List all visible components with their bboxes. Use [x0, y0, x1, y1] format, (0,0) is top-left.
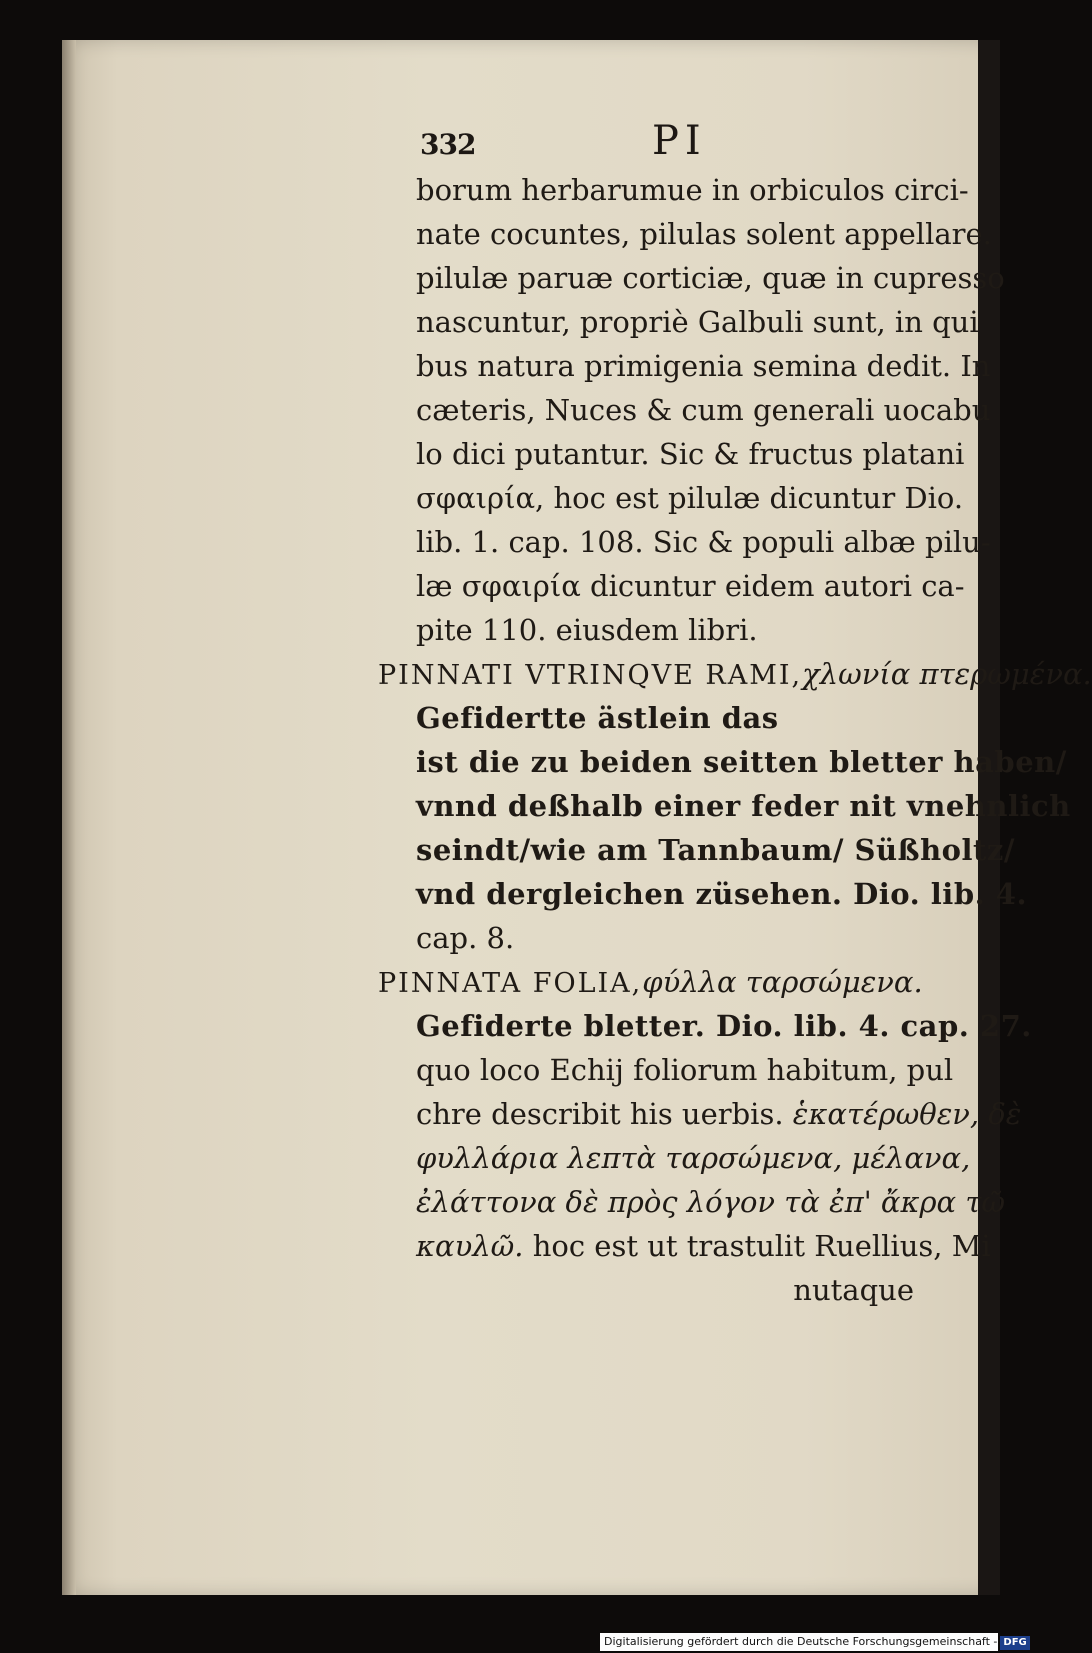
- text-line: seindt/wie am Tannbaum/ Süßholtz/: [416, 833, 1015, 867]
- text-line: Gefiderte bletter. Dio. lib. 4. cap. 27.: [416, 1009, 1032, 1043]
- entry-lemma-line: [378, 960, 978, 1004]
- greek-span: καυλῶ.: [416, 1229, 524, 1263]
- text-line: lib. 1. cap. 108. Sic & populi albæ pilu-: [416, 525, 991, 559]
- text-line: lo dici putantur. Sic & fructus platani: [416, 437, 965, 471]
- entry-lemma: PINNATI VTRINQVE RAMI,: [378, 660, 803, 691]
- text-line: læ σφαιρία dicuntur eidem autori ca-: [416, 569, 965, 603]
- text-line: quo loco Echij foliorum habitum, pul: [416, 1053, 954, 1087]
- text-line: vnd dergleichen züsehen. Dio. lib. 4.: [416, 877, 1028, 911]
- greek-lemma: φύλλα ταρσώμενα.: [642, 965, 923, 999]
- greek-line: ἐλάττονα δὲ πρὸς λόγον τὰ ἐπ' ἄκρα τῶ: [416, 1185, 1006, 1219]
- running-header: [420, 118, 980, 168]
- text-line: borum herbarumue in orbiculos circi-: [416, 173, 969, 207]
- text-line: cæteris, Nuces & cum generali uocabu: [416, 393, 991, 427]
- greek-lemma: χλωνία πτερωμένα.: [802, 657, 1092, 691]
- page-gutter: [62, 40, 76, 1595]
- digitization-footer: [600, 1633, 1027, 1651]
- text-line: cap. 8.: [416, 921, 515, 955]
- page-number: 332: [420, 128, 476, 161]
- text-line: nascuntur, propriè Galbuli sunt, in qui: [416, 305, 979, 339]
- running-headword: PI: [652, 118, 707, 164]
- text-line: σφαιρία, hoc est pilulæ dicuntur Dio.: [416, 481, 964, 515]
- footer-text: Digitalisierung gefördert durch die Deutsche Forschungsgemeinschaft -: [604, 1635, 998, 1648]
- text-line: ist die zu beiden seitten bletter haben/: [416, 745, 1067, 779]
- text-line: vnnd deßhalb einer feder nit vnehnlich: [416, 789, 1071, 823]
- entry-lemma-line: [378, 652, 1092, 696]
- text-span: hoc est ut trastulit Ruellius, Mi: [532, 1229, 991, 1263]
- text-line: pite 110. eiusdem libri.: [416, 613, 758, 647]
- greek-span: ἑκατέρωθεν, δὲ: [792, 1097, 1022, 1131]
- dfg-logo: DFG: [1000, 1636, 1029, 1650]
- text-line: bus natura primigenia semina dedit. In: [416, 349, 991, 383]
- text-line: [378, 1092, 1022, 1136]
- text-line: pilulæ paruæ corticiæ, quæ in cupresso: [416, 261, 1005, 295]
- entry-lemma: PINNATA FOLIA,: [378, 968, 643, 999]
- greek-line: φυλλάρια λεπτὰ ταρσώμενα, μέλανα,: [416, 1141, 971, 1175]
- text-line: [378, 1224, 991, 1268]
- text-line: nate cocuntes, pilulas solent appellare.: [416, 217, 992, 251]
- catchword: nutaque: [793, 1273, 914, 1307]
- text-span: chre describit his uerbis.: [416, 1097, 784, 1131]
- page-text: [378, 168, 1092, 1312]
- text-line: Gefidertte ästlein das: [416, 701, 779, 735]
